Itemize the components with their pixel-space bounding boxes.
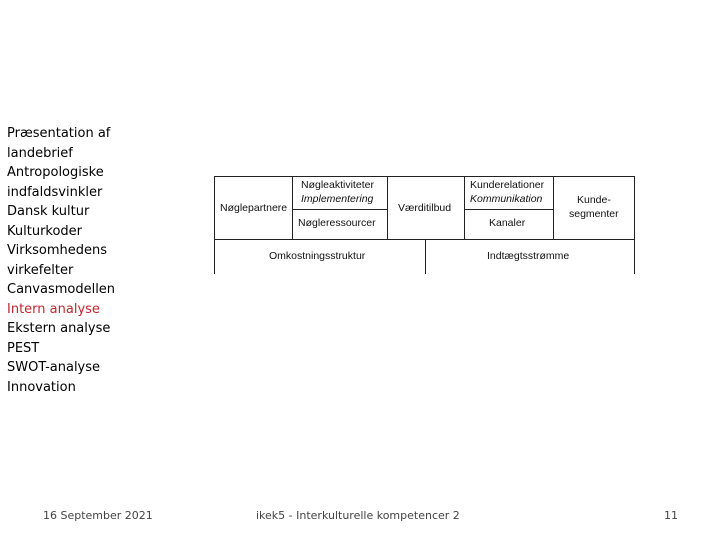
topic-item: landebrief <box>7 145 73 161</box>
canvas-top-border <box>214 176 635 177</box>
footer-date: 16 September 2021 <box>43 509 153 522</box>
topic-item: PEST <box>7 340 40 356</box>
topic-item: Canvasmodellen <box>7 282 116 297</box>
business-model-canvas <box>214 176 635 274</box>
topic-item: Præsentation af <box>7 126 111 141</box>
canvas-col-divider-2 <box>387 176 388 239</box>
canvas-col-divider-1 <box>292 176 293 239</box>
footer-title: ikek5 - Interkulturelle kompetencer 2 <box>256 509 460 522</box>
canvas-bottom-divider <box>425 239 426 274</box>
canvas-activities-divider <box>292 209 387 210</box>
canvas-col-divider-3 <box>464 176 465 239</box>
topic-item: Dansk kultur <box>7 204 90 219</box>
topic-item: SWOT-analyse <box>7 360 101 375</box>
revenue-streams-label: Indtægtsstrømme <box>487 250 570 262</box>
topic-item-active: Intern analyse <box>7 301 100 317</box>
channels-label: Kanaler <box>489 217 526 229</box>
topic-item: Innovation <box>7 379 76 395</box>
canvas-col-divider-4 <box>553 176 554 239</box>
topic-item: indfaldsvinkler <box>7 184 103 200</box>
topic-list <box>7 124 132 397</box>
key-partners-label: Nøglepartnere <box>220 202 288 214</box>
topic-item: Kulturkoder <box>7 223 83 239</box>
canvas-left-border <box>214 176 215 274</box>
topic-item: Ekstern analyse <box>7 321 111 336</box>
key-activities-label: Nøgleaktiviteter <box>301 179 374 191</box>
topic-item: virkefelter <box>7 262 74 278</box>
cost-structure-label: Omkostningsstruktur <box>269 250 366 262</box>
communication-label: Kommunikation <box>470 193 543 205</box>
key-resources-label: Nøgleressourcer <box>298 217 376 229</box>
topic-item: Virksomhedens <box>7 243 107 258</box>
canvas-right-border <box>634 176 635 274</box>
customer-relations-label: Kunderelationer <box>470 179 545 191</box>
customer-segments-label-2: segmenter <box>569 208 619 220</box>
value-proposition-label: Værditilbud <box>398 202 452 214</box>
implementation-label: Implementering <box>301 193 374 205</box>
customer-segments-label-1: Kunde- <box>577 194 611 206</box>
footer-page-number: 11 <box>664 509 678 522</box>
topic-item: Antropologiske <box>7 165 104 180</box>
canvas-relations-divider <box>464 209 553 210</box>
